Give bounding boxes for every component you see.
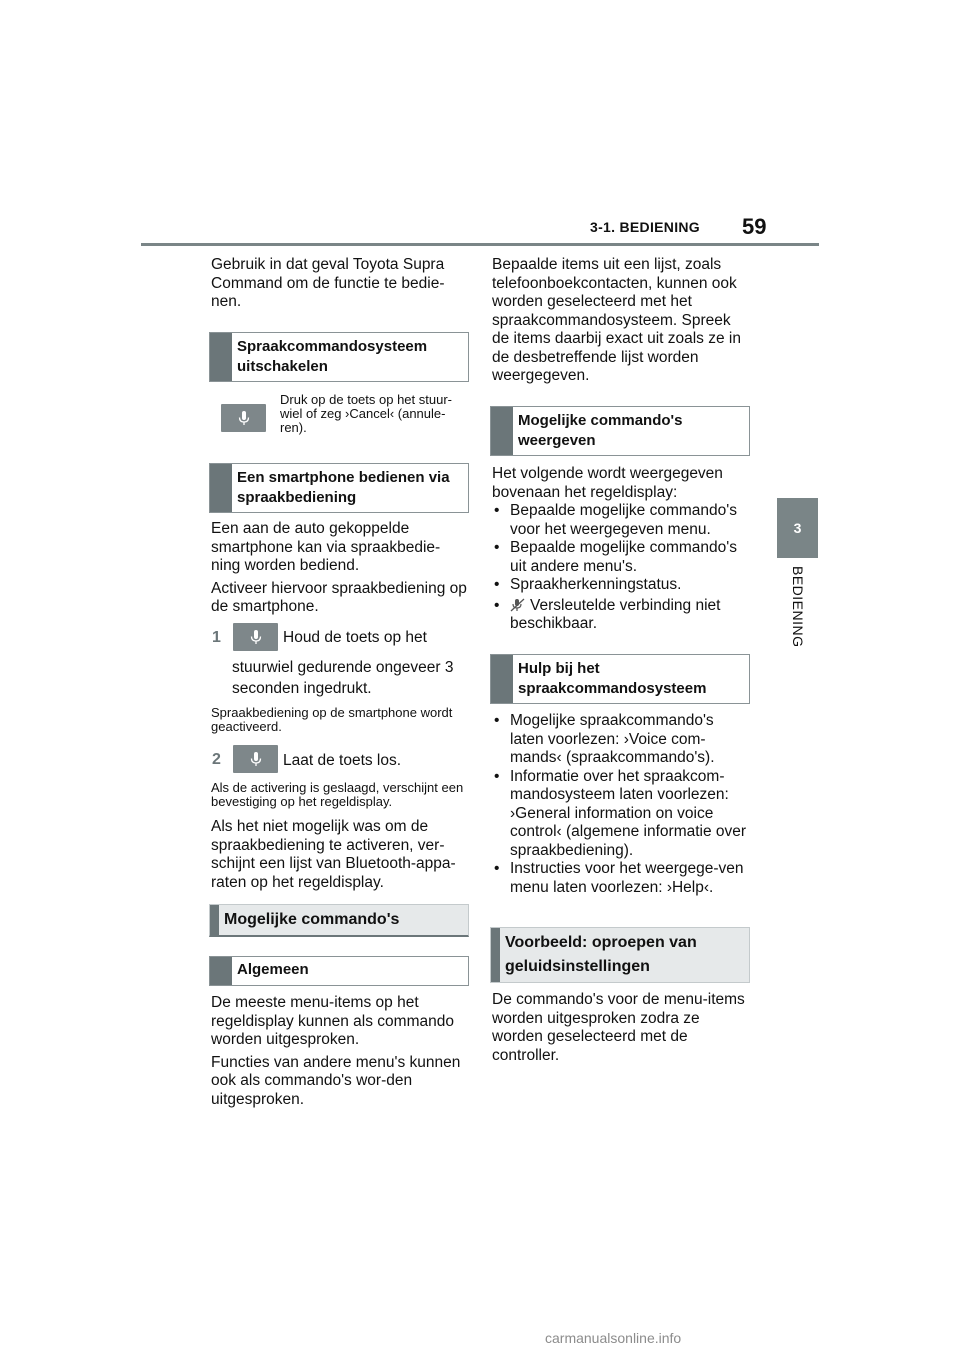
bluetooth-paragraph: Als het niet mogelijk was om de spraakbediening te activeren, ver-schijnt een lijst van Bluetooth-appa-raten op het regeldisplay. bbox=[211, 818, 456, 891]
list-item: • Bepaalde mogelijke commando's uit andere menu's. bbox=[492, 539, 750, 576]
step-2-text: Laat de toets los. bbox=[283, 752, 402, 769]
list-item: • Bepaalde mogelijke commando's voor het weergegeven menu. bbox=[492, 502, 750, 539]
heading-box-disable-voice: Spraakcommandosysteem uitschakelen bbox=[209, 332, 469, 382]
step-1-number: 1 bbox=[212, 629, 221, 646]
show-commands-list bbox=[492, 502, 750, 634]
list-item: • Mogelijke spraakcommando's laten voorlezen: ›Voice com-mands‹ (spraakcommando's). bbox=[492, 712, 750, 768]
chapter-label: BEDIENING bbox=[790, 566, 806, 648]
heading-box-example: Voorbeeld: oproepen van geluidsinstellingen bbox=[490, 927, 750, 983]
list-items-paragraph: Bepaalde items uit een lijst, zoals telefoonboekcontacten, kunnen ook worden geselecteerd met het spraakcommandosysteem. Spreek de items daarbij exact uit zoals ze in de desbetreffende lijst worden weergegeven. bbox=[492, 256, 741, 384]
heading-box-possible-commands: Mogelijke commando's bbox=[209, 904, 469, 937]
header-divider bbox=[141, 243, 819, 246]
section-title: 3-1. BEDIENING bbox=[590, 219, 700, 235]
voice-key-icon bbox=[221, 404, 266, 432]
help-list bbox=[492, 712, 750, 897]
help-list-container bbox=[492, 712, 750, 897]
smartphone-paragraphs: Een aan de auto gekoppelde smartphone kan via spraakbedie-ning worden bediend. Activeer hiervoor spraakbediening op de smartphone. bbox=[211, 520, 467, 615]
heading-box-show-commands: Mogelijke commando's weergeven bbox=[490, 406, 750, 456]
heading-box-general: Algemeen bbox=[209, 956, 469, 986]
step-2-number: 2 bbox=[212, 751, 221, 768]
list-item: • Spraakherkenningstatus. bbox=[492, 576, 750, 595]
encryption-off-icon bbox=[510, 598, 526, 612]
watermark: carmanualsonline.info bbox=[545, 1330, 682, 1346]
general-paragraphs: De meeste menu-items op het regeldisplay kunnen als commando worden uitgesproken. Functies van andere menu's kunnen ook als commando's wor-den uitgesproken. bbox=[211, 994, 461, 1108]
list-item: • Informatie over het spraakcom-mandosysteem laten voorlezen: ›General information on voice control‹ (algemene informatie over spraakbediening). bbox=[492, 768, 750, 861]
list-item: • Versleutelde verbinding niet beschikbaar. bbox=[492, 597, 750, 634]
heading-box-smartphone: Een smartphone bedienen via spraakbediening bbox=[209, 463, 469, 513]
intro-text: Gebruik in dat geval Toyota Supra Command om de functie te bedie-nen. bbox=[211, 256, 445, 310]
step-1-text-b: stuurwiel gedurende ongeveer 3 seconden ingedrukt. bbox=[232, 659, 454, 697]
example-paragraph: De commando's voor de menu-items worden uitgesproken zodra ze worden geselecteerd met de controller. bbox=[492, 991, 745, 1064]
show-commands-text: Het volgende wordt weergegeven bovenaan het regeldisplay: • Bepaalde mogelijke commando's voor het weergegeven menu. • Bepaalde mogelijke commando's uit andere menu's. • Spraakherkenningstatus. • Versleutelde verbinding niet beschikbaar. bbox=[492, 465, 750, 634]
step-2-note: Als de activering is geslaagd, verschijnt een bevestiging op het regeldisplay. bbox=[211, 780, 464, 809]
disable-voice-text: Druk op de toets op het stuur-wiel of zeg ›Cancel‹ (annule-ren). bbox=[280, 392, 452, 435]
step-1-note: Spraakbediening op de smartphone wordt geactiveerd. bbox=[211, 705, 453, 734]
step-1-text-a: Houd de toets op het bbox=[283, 629, 427, 646]
heading-box-help: Hulp bij het spraakcommandosysteem bbox=[490, 654, 750, 704]
list-item: • Instructies voor het weergege-ven menu laten voorlezen: ›Help‹. bbox=[492, 860, 750, 897]
chapter-tab: 3 bbox=[777, 498, 818, 558]
voice-key-icon bbox=[233, 623, 278, 651]
voice-key-icon bbox=[233, 745, 278, 773]
page-number: 59 bbox=[742, 214, 767, 239]
